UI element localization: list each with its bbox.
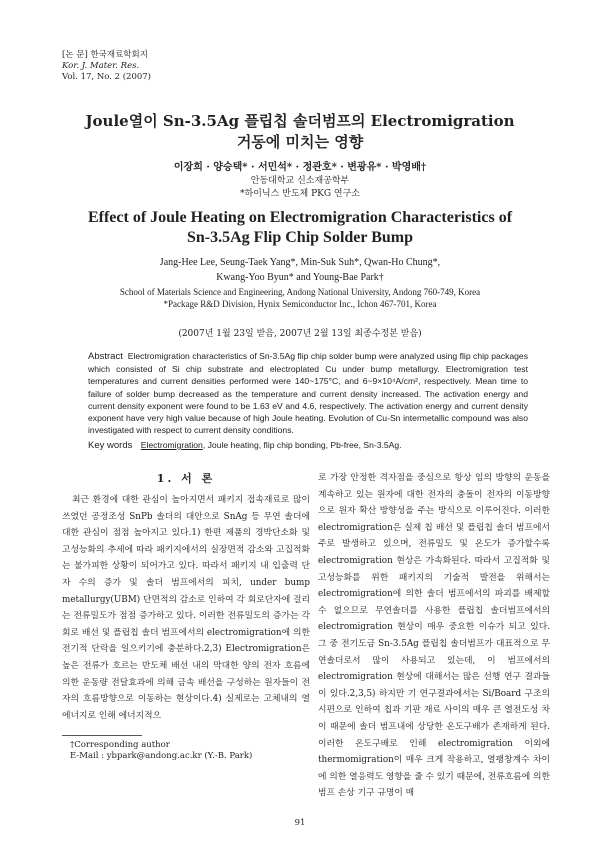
footnote xyxy=(70,740,252,762)
keyword-first: Electromigration xyxy=(140,440,203,450)
keywords-label: Key words xyxy=(88,440,133,451)
english-affiliations xyxy=(0,286,600,310)
journal-header-line: Vol. 17, No. 2 (2007) xyxy=(62,72,152,82)
page-number: 91 xyxy=(294,818,306,828)
korean-affiliation-line: 안동대학교 신소재공학부 xyxy=(250,176,350,186)
english-authors xyxy=(0,255,600,285)
english-title-line: Sn-3.5Ag Flip Chip Solder Bump xyxy=(187,229,413,246)
korean-affiliations xyxy=(0,175,600,201)
body-column-left xyxy=(62,492,310,724)
korean-title-line: 거동에 미치는 영향 xyxy=(236,133,364,151)
korean-title xyxy=(0,111,600,153)
abstract xyxy=(88,350,528,436)
journal-header-line: Kor. J. Mater. Res. xyxy=(62,61,140,71)
abstract-text: Electromigration characteristics of Sn-3.5Ag flip chip solder bump were analyzed using flip chip packages which consisted of Si chip substrate and electroplated Cu under bump metallurgy. Electromigration test temperatures and current densities performed were 140~175°C, and 6~9×10⁴A/cm², respectively. Mean time to failure of solder bump decreased as the temperature and current density increased. The activation energy and current density exponent were found to be 1.63 eV and 4.6, respectively. The activation energy and current density exponent have very high value because of high Joule heating. Evolution of Cu-Sn intermetallic compound was also investigated with respect to current density conditions. xyxy=(88,351,529,436)
footnote-email: E-Mail : ybpark@andong.ac.kr (Y.-B. Park) xyxy=(70,751,253,761)
korean-authors: 이장희 · 양승택* · 서민석* · 정관호* · 변광유* · 박영배† xyxy=(173,162,427,173)
keywords-rest: , Joule heating, flip chip bonding, Pb-free, Sn-3.5Ag. xyxy=(202,440,402,450)
english-author-line: Jang-Hee Lee, Seung-Taek Yang*, Min-Suk Suh*, Qwan-Ho Chung*, xyxy=(159,257,441,268)
footnote-divider xyxy=(62,735,142,736)
english-affiliation-line: School of Materials Science and Engineering, Andong National University, Andong 760-749, Korea xyxy=(119,287,481,297)
body-paragraph: 최근 환경에 대한 관심이 높아지면서 패키지 접속재료로 많이 쓰였던 공정조성 SnPb 솔더의 대안으로 SnAg 등 무연 솔더에 대한 관심이 점점 높아지고 있다.1) 한편 제품의 경박단소화 및 고성능화의 추세에 따라 패키지에서의 실장면적 감소와 고집적화는 불가피한 상황이 되어가고 있다. 따라서 패키지 내 입출력 단자 수의 증가 및 솔더 범프에서의 피치, under bump metallurgy(UBM) 단면적의 감소로 인하여 각 회로단자에 걸리는 전류밀도가 점점 증가하고 있다. 이러한 전류밀도의 증가는 각 회로 배선 및 플립칩 솔더 범프에서의 electromigration에 의한 전기적 단락을 일으키기에 충분하다.2,3) Electromigration은 높은 전류가 흐르는 반도체 배선 내의 막대한 양의 전자 흐름에 의한 운동량 전달효과에 의해 금속 배선을 구성하는 원자들이 전자의 흐름방향으로 이동하는 현상이다.4) 실제로는 고체내의 열에너지로 인해 에너지적으 xyxy=(62,495,310,721)
korean-title-line: Joule열이 Sn-3.5Ag 플립칩 솔더범프의 Electromigration xyxy=(85,112,515,130)
journal-header-line: [논 문] 한국재료학회지 xyxy=(62,50,148,60)
abstract-label: Abstract xyxy=(88,351,123,362)
keywords xyxy=(88,440,528,451)
body-column-right xyxy=(318,470,550,802)
received-dates: (2007년 1월 23일 받음, 2007년 2월 13일 최종수정본 받음) xyxy=(178,329,422,339)
english-author-line: Kwang-Yoo Byun* and Young-Bae Park† xyxy=(216,272,384,283)
footnote-corresponding: †Corresponding author xyxy=(70,740,170,750)
journal-header xyxy=(62,50,151,83)
english-affiliation-line: *Package R&D Division, Hynix Semiconductor Inc., Ichon 467-701, Korea xyxy=(163,299,437,309)
korean-affiliation-line: *하이닉스 반도체 PKG 연구소 xyxy=(240,189,360,199)
english-title xyxy=(0,208,600,248)
english-title-line: Effect of Joule Heating on Electromigration Characteristics of xyxy=(87,209,513,226)
body-paragraph: 로 가장 안정한 격자점을 중심으로 항상 임의 방향의 운동을 계속하고 있는 원자에 대한 전자의 충돌이 전자의 이동방향으로 원자 확산 방향성을 주는 방식으로 이루어진다. 이러한 electromigration은 실제 칩 배선 및 플립칩 솔더 범프에서 주로 발생하고 있으며, 전류밀도 및 온도가 증가할수록 electromigration 현상은 가속화된다. 따라서 고집적화 및 고성능화를 위한 패키지의 기술적 발전을 위해서는 electromigration에 의한 솔더 범프에서의 파괴를 배제할 수 없으므로 무연솔더를 사용한 플립칩 솔더범프에서의 electromigration 현상이 매우 중요한 이슈가 되고 있다. 그 중 전기도금 Sn-3.5Ag 플립칩 솔더범프가 대표적으로 무연솔더로서 많이 사용되고 있는데, 이 범프에서의 electromigration 현상에 대해서는 많은 선행 연구 결과들이 있다.2,3,5) 하지만 기 연구결과에서는 Si/Board 구조의 시편으로 인하여 칩과 기판 재료 사이의 매우 큰 열전도성 차이 때문에 솔더 범프내에 상당한 온도구배가 존재하게 된다. 이러한 온도구배로 인해 electromigration 이외에 thermomigration이 매우 크게 작용하고, 열팽창계수 차이에 의한 열응력도 영향을 줄 수 있기 때문에, 전류흐름에 의한 범프 손상 기구 규명이 매 xyxy=(318,473,550,799)
section-title: 1. 서 론 xyxy=(156,472,216,485)
